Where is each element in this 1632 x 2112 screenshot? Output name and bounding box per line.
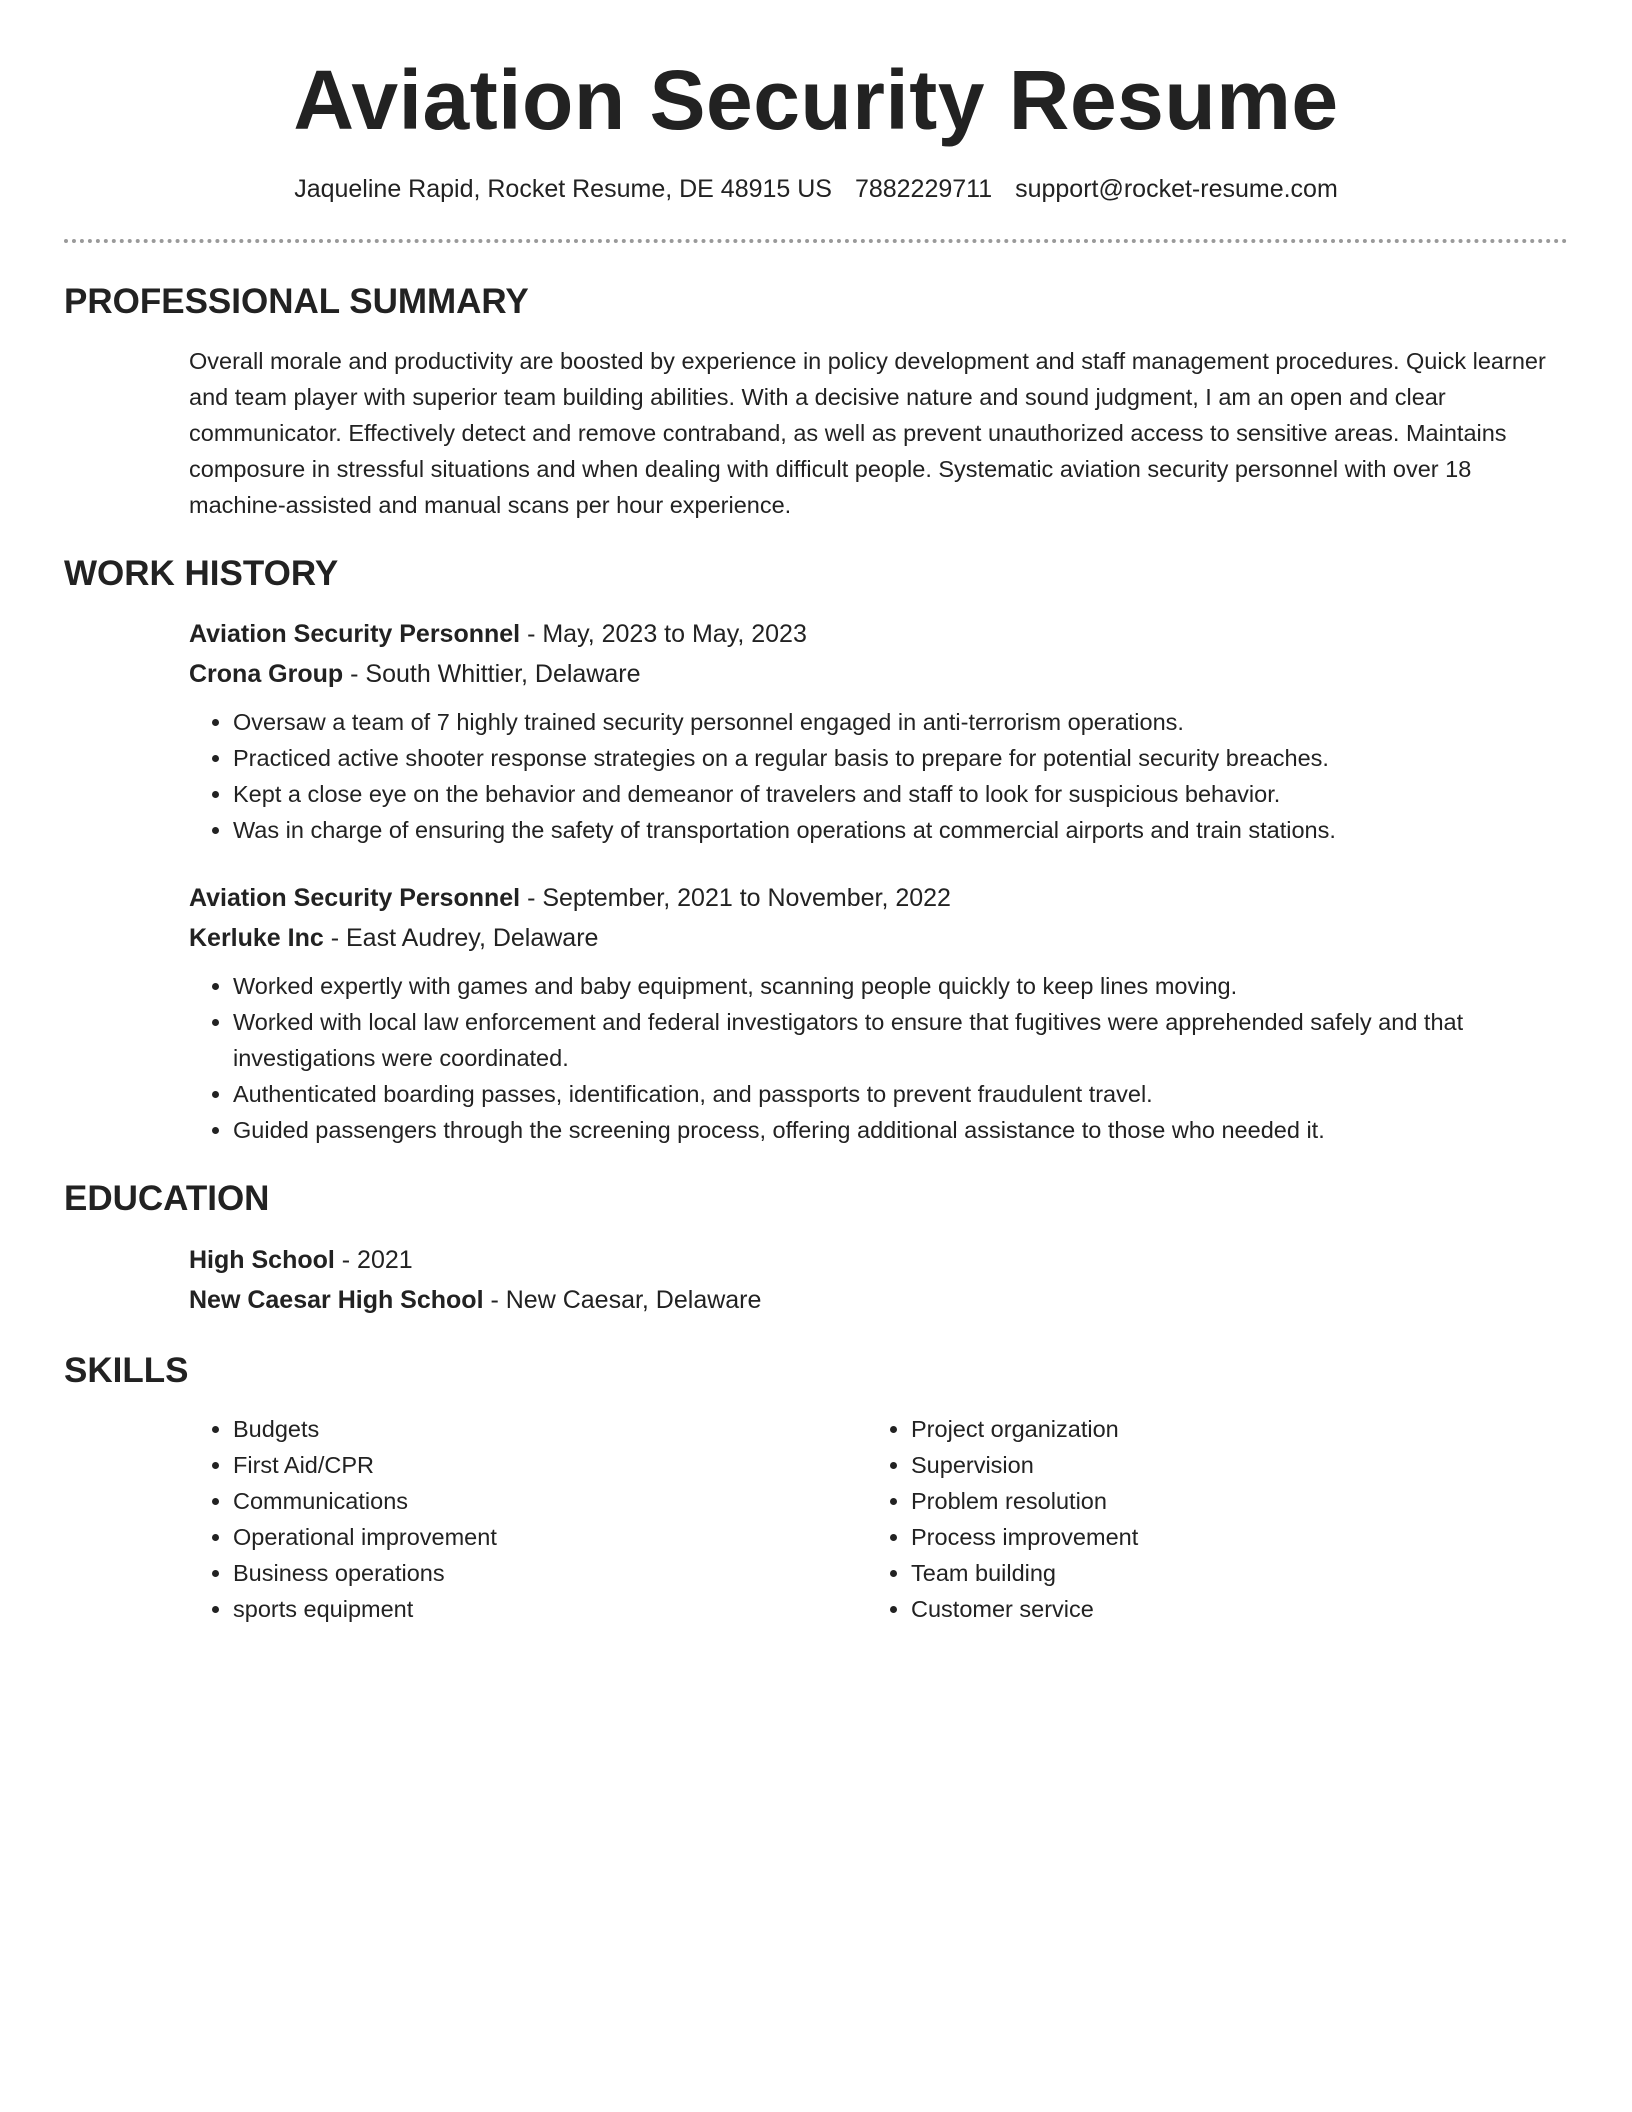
work-section	[64, 551, 1568, 1149]
skill-item: • Problem resolution	[911, 1483, 1545, 1519]
education-body	[189, 1240, 1568, 1320]
summary-text: Overall morale and productivity are boosted by experience in policy development and staff management procedures. Quick learner and team player with superior team building abilities. With a decisive nature and sound judgment, I am an open and clear communicator. Effectively detect and remove contraband, as well as prevent unauthorized access to sensitive areas. Maintains composure in stressful situations and when dealing with difficult people. Systematic aviation security personnel with over 18 machine-assisted and manual scans per hour experience.	[189, 347, 1546, 518]
job-bullet: • Was in charge of ensuring the safety of transportation operations at commercial airports and train stations.	[233, 812, 1568, 848]
job-title: Aviation Security Personnel	[189, 620, 521, 649]
job-bullet: • Authenticated boarding passes, identification, and passports to prevent fraudulent travel.	[233, 1076, 1568, 1112]
education-degree-line	[189, 1240, 1568, 1280]
education-year: - 2021	[334, 1245, 413, 1274]
summary-heading: PROFESSIONAL SUMMARY	[64, 282, 529, 322]
job-bullet: • Worked expertly with games and baby equipment, scanning people quickly to keep lines moving.	[233, 968, 1568, 1004]
job-bullets	[189, 704, 1568, 848]
skills-section	[64, 1348, 1568, 1628]
job-bullets	[189, 968, 1568, 1148]
summary-section	[64, 279, 1568, 523]
skills-list-right	[867, 1411, 1545, 1627]
skills-body	[189, 1411, 1568, 1627]
skills-heading: SKILLS	[64, 1350, 189, 1390]
job-dates: - May, 2023 to May, 2023	[520, 620, 807, 649]
job-dates: - September, 2021 to November, 2022	[520, 884, 951, 913]
skill-item: • Customer service	[911, 1591, 1545, 1627]
work-heading: WORK HISTORY	[64, 553, 339, 593]
skill-item: • Budgets	[233, 1411, 867, 1447]
header-divider	[64, 239, 1568, 243]
contact-phone: 7882229711	[854, 174, 993, 203]
skill-item: • Operational improvement	[233, 1519, 867, 1555]
job-company: Kerluke Inc	[189, 924, 324, 953]
job-location: - South Whittier, Delaware	[343, 660, 641, 689]
work-body	[189, 614, 1568, 1148]
education-degree: High School	[189, 1245, 335, 1274]
skill-item: • Project organization	[911, 1411, 1545, 1447]
education-heading: EDUCATION	[64, 1179, 270, 1219]
job-bullet: • Practiced active shooter response strategies on a regular basis to prepare for potential security breaches.	[233, 740, 1568, 776]
contact-line	[64, 173, 1568, 206]
contact-address: Jaqueline Rapid, Rocket Resume, DE 48915 US	[294, 174, 832, 203]
education-school: New Caesar High School	[189, 1285, 484, 1314]
skill-item: • Communications	[233, 1483, 867, 1519]
job-entry	[189, 614, 1568, 848]
education-school-line	[189, 1280, 1568, 1320]
job-company-line	[189, 918, 1568, 958]
job-location: - East Audrey, Delaware	[323, 924, 599, 953]
job-bullet: • Kept a close eye on the behavior and demeanor of travelers and staff to look for suspicious behavior.	[233, 776, 1568, 812]
skill-item: • Team building	[911, 1555, 1545, 1591]
job-title: Aviation Security Personnel	[189, 884, 521, 913]
resume-header	[64, 0, 1568, 205]
skills-list-left	[189, 1411, 867, 1627]
job-bullet: • Worked with local law enforcement and federal investigators to ensure that fugitives were apprehended safely and that investigations were coordinated.	[233, 1004, 1568, 1076]
education-location: - New Caesar, Delaware	[483, 1285, 762, 1314]
contact-email: support@rocket-resume.com	[1015, 174, 1338, 203]
job-title-line	[189, 614, 1568, 654]
skill-item: • First Aid/CPR	[233, 1447, 867, 1483]
summary-body	[189, 343, 1568, 523]
resume-title: Aviation Security Resume	[293, 53, 1339, 147]
skill-item: • Supervision	[911, 1447, 1545, 1483]
job-company: Crona Group	[189, 660, 344, 689]
job-bullet: • Guided passengers through the screening process, offering additional assistance to those who needed it.	[233, 1112, 1568, 1148]
skill-item: • Process improvement	[911, 1519, 1545, 1555]
job-company-line	[189, 654, 1568, 694]
skill-item: • sports equipment	[233, 1591, 867, 1627]
education-section	[64, 1176, 1568, 1320]
skill-item: • Business operations	[233, 1555, 867, 1591]
job-title-line	[189, 878, 1568, 918]
job-entry	[189, 878, 1568, 1148]
job-bullet: • Oversaw a team of 7 highly trained security personnel engaged in anti-terrorism operations.	[233, 704, 1568, 740]
